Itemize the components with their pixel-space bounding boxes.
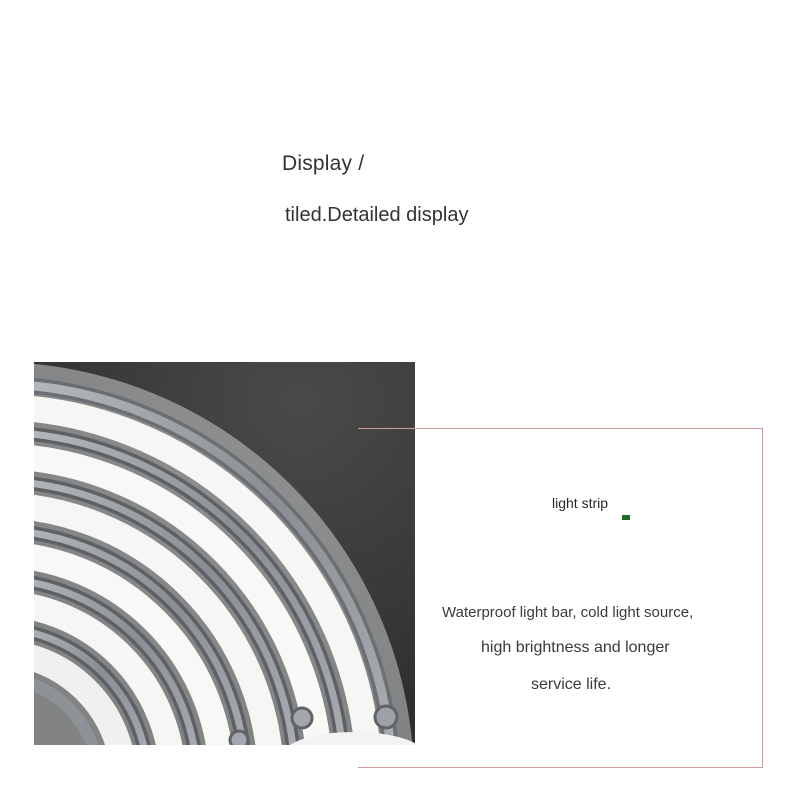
heading-line-1: Display /: [282, 152, 365, 175]
callout-label: light strip: [552, 495, 609, 511]
callout-frame: [358, 428, 763, 768]
callout-marker: [622, 515, 630, 520]
description-line-3: service life.: [531, 676, 612, 693]
description-line-1: Waterproof light bar, cold light source,: [442, 604, 694, 621]
description-line-2: high brightness and longer: [481, 639, 670, 656]
heading-line-2: tiled.Detailed display: [285, 204, 469, 226]
